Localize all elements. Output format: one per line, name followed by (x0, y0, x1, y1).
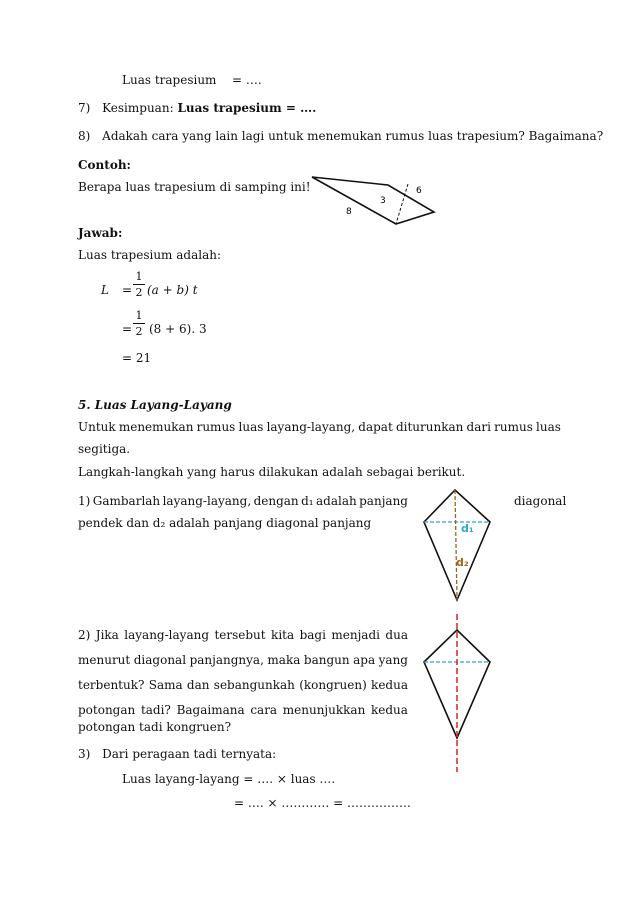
luas-trapesium-label: Luas trapesium (122, 73, 217, 87)
para1-line2: segitiga. (78, 442, 131, 456)
word: cara (250, 703, 278, 717)
kite-1-label-d2: d₂ (456, 556, 469, 569)
step3-line1: Luas layang-layang = …. × luas …. (122, 772, 336, 786)
word: potongan (78, 703, 136, 717)
word: panjangnya, (189, 653, 264, 667)
formula-eq-2: = (122, 322, 133, 336)
word: panjang (359, 494, 408, 508)
fraction-1-numerator: 1 (135, 270, 143, 283)
step3-line2: = …. × ………… = ……………. (234, 796, 411, 810)
item-8-text: Adakah cara yang lain lagi untuk menemukan rumus luas trapesium? Bagaimana? (102, 129, 604, 143)
trapezoid-label-3: 3 (380, 196, 386, 206)
jawab-heading: Jawab: (78, 226, 123, 240)
word: dari (466, 420, 491, 434)
word: adalah (315, 494, 357, 508)
word: diagonal (133, 653, 187, 667)
word: layang-layang (124, 628, 210, 642)
word: dan (186, 678, 210, 692)
word: yang (378, 653, 408, 667)
word: kedua (371, 703, 408, 717)
word: luas (238, 420, 264, 434)
item-8-number: 8) (78, 129, 91, 143)
item-7-conclusion: Luas trapesium = …. (177, 101, 317, 115)
word: kita (271, 628, 295, 642)
word: Sama (148, 678, 183, 692)
word: dengan (253, 494, 299, 508)
formula-eq-1: = (122, 283, 133, 297)
word: terbentuk? (78, 678, 145, 692)
word: rumus (196, 420, 236, 434)
word: menunjukkan (282, 703, 366, 717)
item-7-number: 7) (78, 101, 91, 115)
step3-text: Dari peragaan tadi ternyata: (102, 747, 277, 761)
word: rumus (494, 420, 533, 434)
word: d₁ (301, 494, 314, 508)
word: sebangunkah (213, 678, 295, 692)
step3-number: 3) (78, 747, 91, 761)
word: menurut (78, 653, 131, 667)
kite-1-label-d1: d₁ (461, 522, 474, 535)
step2-line5: potongan tadi kongruen? (78, 720, 232, 734)
word: tersebut (214, 628, 266, 642)
word: menjadi (331, 628, 380, 642)
word: Jika (95, 628, 119, 642)
step1-word-diagonal: diagonal (514, 494, 567, 508)
fraction-2-numerator: 1 (135, 309, 143, 322)
word: dapat (358, 420, 393, 434)
word: layang-layang, (162, 494, 252, 508)
word: Gambarlah (92, 494, 161, 508)
word: layang-layang, (266, 420, 356, 434)
trapezoid-label-8: 8 (346, 207, 352, 217)
formula-L: L (101, 283, 109, 297)
word: diturunkan (395, 420, 464, 434)
word: dua (385, 628, 408, 642)
word: apa (353, 653, 376, 667)
fraction-2-denominator: 2 (135, 325, 143, 338)
contoh-question: Berapa luas trapesium di samping ini! (78, 180, 311, 194)
step3 (78, 747, 276, 761)
step1-line2: pendek dan d₂ adalah panjang diagonal panjang (78, 516, 372, 530)
contoh-heading: Contoh: (78, 158, 131, 172)
word: (kongruen) (299, 678, 367, 692)
word: tadi? (140, 703, 171, 717)
word: 1) (78, 494, 91, 508)
word: luas (536, 420, 561, 434)
fraction-1-denominator: 2 (135, 286, 143, 299)
word: kedua (371, 678, 408, 692)
word: Untuk (78, 420, 116, 434)
luas-trapesium-value: = …. (232, 73, 262, 87)
word: menemukan (118, 420, 194, 434)
word: 2) (78, 628, 91, 642)
section-5-heading: 5. Luas Layang-Layang (78, 398, 232, 412)
jawab-intro: Luas trapesium adalah: (78, 248, 221, 262)
word: maka (267, 653, 301, 667)
para2: Langkah-langkah yang harus dilakukan adalah sebagai berikut. (78, 465, 466, 479)
word: bangun (303, 653, 350, 667)
trapezoid-label-6: 6 (416, 186, 422, 196)
formula-expr-2: (8 + 6). 3 (149, 322, 207, 336)
word: bagi (299, 628, 326, 642)
formula-result: = 21 (122, 351, 152, 365)
word: Bagaimana (176, 703, 245, 717)
formula-expr-1: (a + b) t (147, 283, 198, 297)
item-7-text: Kesimpuan: (102, 101, 174, 115)
